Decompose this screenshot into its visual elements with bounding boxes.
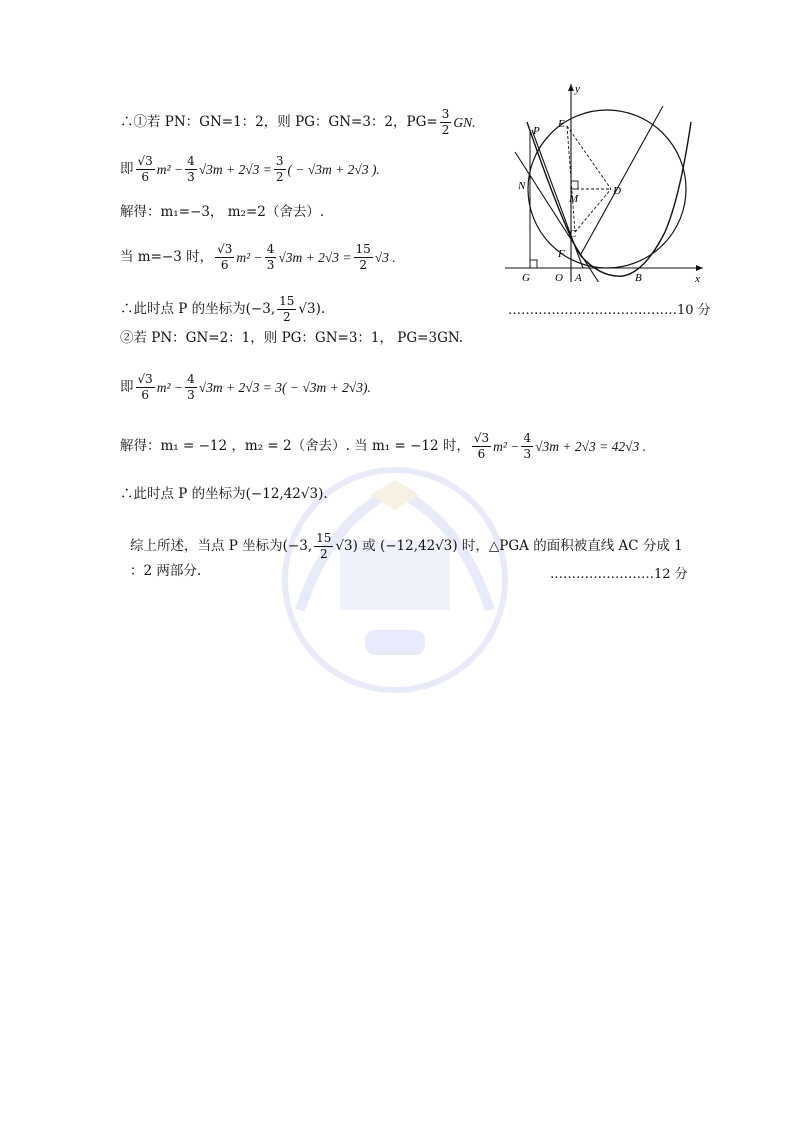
- expr-m-squared: m² −: [493, 438, 520, 454]
- expr-m-squared: m² −: [156, 161, 184, 177]
- fraction: [277, 295, 296, 324]
- label-x: x: [695, 273, 700, 282]
- fraction-numerator: 4: [521, 432, 533, 447]
- label-f: F: [558, 248, 565, 260]
- fraction-numerator: 3: [440, 108, 452, 123]
- label-y: y: [575, 83, 580, 95]
- line-substitute-1: [120, 243, 396, 272]
- expr-end: √3 .: [374, 249, 396, 265]
- expr-end: ( − √3m + 2√3 ).: [287, 161, 380, 177]
- label-b: B: [635, 272, 642, 282]
- fraction-numerator: 4: [185, 373, 197, 388]
- fraction: [215, 243, 234, 272]
- fraction-numerator: √3: [136, 155, 155, 170]
- text-point-p-1: ∴此时点 P 的坐标为(−3,: [120, 300, 276, 317]
- line-conclusion-2: [130, 565, 201, 579]
- fraction-denominator: 6: [220, 258, 229, 273]
- fraction-denominator: 3: [187, 388, 195, 403]
- text-conclusion-end: √3) 或 (−12,42√3) 时，△PGA 的面积被直线 AC 分成 1: [335, 537, 683, 554]
- parabola: [527, 122, 691, 276]
- text-gn: GN.: [453, 114, 476, 130]
- fraction: [274, 155, 286, 184]
- text-ji: 即: [120, 160, 134, 177]
- label-a: A: [575, 272, 582, 282]
- text-ji: 即: [120, 378, 134, 395]
- fraction-numerator: √3: [136, 373, 155, 388]
- label-m: M: [569, 193, 579, 205]
- geometry-figure: [505, 82, 705, 282]
- fraction-numerator: 3: [274, 155, 286, 170]
- label-p: P: [533, 125, 540, 137]
- label-e: E: [558, 118, 565, 130]
- fraction-denominator: 2: [441, 123, 450, 138]
- line-conclusion: [130, 532, 683, 561]
- right-angle-g: [530, 260, 537, 268]
- label-o: O: [555, 272, 563, 282]
- fraction-denominator: 6: [141, 170, 149, 185]
- fraction: [440, 108, 452, 137]
- line-solution-2: [120, 432, 646, 461]
- fraction-numerator: √3: [215, 243, 234, 258]
- fraction-numerator: √3: [472, 432, 491, 447]
- text-conclusion: 综上所述，当点 P 坐标为(−3,: [130, 537, 313, 554]
- expr-middle: √3m + 2√3 =: [278, 249, 352, 265]
- fraction-numerator: 4: [185, 155, 197, 170]
- score-12: ……………………12 分: [550, 567, 688, 582]
- fraction-numerator: 15: [314, 532, 333, 547]
- text-case2-ratio: ②若 PN：GN=2：1，则 PG：GN=3：1， PG=3GN.: [120, 330, 464, 346]
- fraction: [136, 155, 155, 184]
- fraction: [354, 243, 373, 272]
- fraction: [185, 155, 197, 184]
- dashed-ed: [567, 126, 611, 189]
- fraction-denominator: 6: [141, 388, 149, 403]
- fraction: [314, 532, 333, 561]
- fraction: [472, 432, 491, 461]
- text-when-m: 当 m=−3 时，: [120, 248, 214, 265]
- fraction-denominator: 6: [477, 447, 486, 462]
- line-cd: [581, 106, 663, 254]
- line-solution-1: [120, 206, 324, 220]
- fraction-denominator: 3: [523, 447, 532, 462]
- expr-middle: √3m + 2√3 =: [198, 161, 272, 177]
- line-case1-ratio: [120, 108, 475, 137]
- fraction-denominator: 2: [319, 547, 328, 562]
- expr-m-squared: m² −: [236, 249, 263, 265]
- fraction: [265, 243, 277, 272]
- text-conclusion-2: ：2 两部分.: [130, 563, 202, 579]
- fraction-numerator: 15: [277, 295, 296, 310]
- expr-end: √3m + 2√3 = 42√3 .: [535, 438, 647, 454]
- fraction: [521, 432, 533, 461]
- label-n: N: [518, 180, 526, 192]
- line-point-p-1: [120, 295, 325, 324]
- text-solution-2: 解得：m₁ = −12 ，m₂ = 2（舍去）. 当 m₁ = −12 时，: [120, 437, 470, 454]
- fraction-numerator: 15: [354, 243, 373, 258]
- x-axis-arrow: [696, 265, 703, 271]
- fraction-numerator: 4: [265, 243, 277, 258]
- fraction-denominator: 2: [359, 258, 367, 273]
- fraction: [185, 373, 197, 402]
- expr-end: √3m + 2√3 = 3( − √3m + 2√3).: [198, 379, 371, 395]
- line-equation-2: [120, 373, 371, 402]
- text-point-p-1-end: √3).: [298, 300, 326, 317]
- label-c: C: [569, 228, 577, 240]
- expr-m-squared: m² −: [156, 379, 184, 395]
- y-axis-arrow: [568, 84, 574, 91]
- label-g: G: [522, 272, 530, 282]
- score-10: …………………………………10 分: [508, 303, 711, 318]
- text-solution-1: 解得：m₁=−3， m₂=2（舍去）.: [120, 204, 325, 220]
- line-equation-1: [120, 155, 380, 184]
- fraction-denominator: 2: [282, 310, 291, 325]
- text-case1-ratio: ∴①若 PN：GN=1：2，则 PG：GN=3：2，PG=: [120, 113, 438, 130]
- line-point-p-2: [120, 488, 328, 502]
- label-d: D: [613, 185, 621, 197]
- line-case2-ratio: [120, 332, 463, 346]
- fraction: [136, 373, 155, 402]
- fraction-denominator: 3: [187, 170, 195, 185]
- fraction-denominator: 3: [266, 258, 275, 273]
- fraction-denominator: 2: [275, 170, 284, 185]
- text-point-p-2: ∴此时点 P 的坐标为(−12,42√3).: [120, 486, 328, 502]
